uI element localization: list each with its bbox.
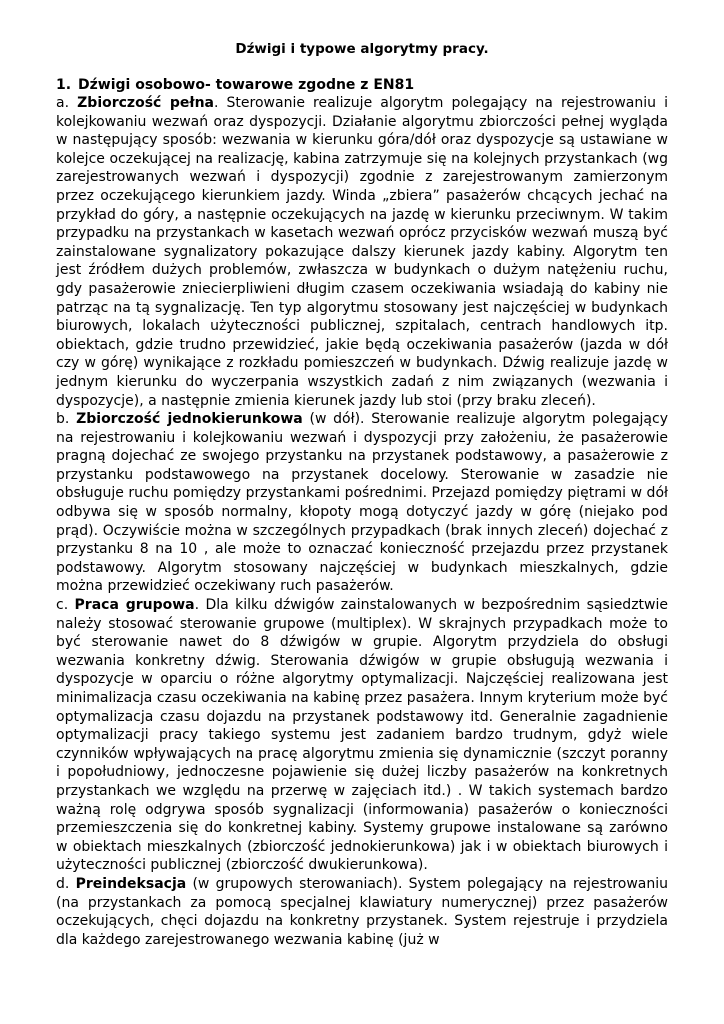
document-title: Dźwigi i typowe algorytmy pracy. <box>235 41 489 57</box>
paragraph-a <box>56 94 668 410</box>
paragraph-text: . Sterowanie realizuje algorytm polegający na rejestrowaniu i kolejkowaniu wezwań oraz dyspozycji. Działanie algorytmu zbiorczości pełnej wygląda w następujący sposób: wezwania w kierunku góra/dół oraz dyspozycje są ustawiane w kolejce oczekującej na realizację, kabina zatrzymuje się na kolejnych przystankach (wg zarejestrowanych wezwań i dyspozycji) zgodnie z zarejestrowanym zamierzonym przez oczekującego kierunkiem jazdy. Winda „zbiera” pasażerów chcących jechać na przykład do góry, a następnie oczekujących na jazdę w kierunku przeciwnym. W takim przypadku na przystankach w kasetach wezwań oprócz przycisków wezwań muszą być zainstalowane sygnalizatory pokazujące dalszy kierunek jazdy kabiny. Algorytm ten jest źródłem dużych problemów, zwłaszcza w budynkach o dużym natężeniu ruchu, gdy pasażerowie zniecierpliwieni długim czasem oczekiwania wsiadają do kabiny nie patrząc na tą sygnalizację. Ten typ algorytmu stosowany jest najczęściej w budynkach biurowych, lokalach użyteczności publicznej, szpitalach, centrach handlowych itp. obiektach, gdzie trudno przewidzieć, jakie będą oczekiwania pasażerów (jazda w dół czy w górę) wynikające z rozkładu pomieszczeń w budynkach. Dźwig realizuje jazdę w jednym kierunku do wyczerpania wszystkich zadań z nim związanych (wezwania i dyspozycje), a następnie zmienia kierunek jazdy lub stoi (przy braku zleceń). <box>56 95 669 409</box>
section-title: Dźwigi osobowo- towarowe zgodne z EN81 <box>78 77 415 93</box>
document-page <box>56 40 668 949</box>
paragraph-text: . Dla kilku dźwigów zainstalowanych w bezpośrednim sąsiedztwie należy stosować sterowanie grupowe (multiplex). W skrajnych przypadkach może to być sterowanie nawet do 8 dźwigów w grupie. Algorytm przydziela do obsługi wezwania konkretny dźwig. Sterowania dźwigów w grupie obsługują wezwania i dyspozycje w oparciu o różne algorytmy optymalizacji. Najczęściej realizowana jest minimalizacja czasu oczekiwania na kabinę przez pasażera. Innym kryterium może być optymalizacja czasu dojazdu na przystanek podstawowy itd. Generalnie zagadnienie optymalizacji pracy takiego systemu jest zadaniem bardzo trudnym, gdyż wiele czynników wpływających na pracę algorytmu zmienia się dynamicznie (szczyt poranny i popołudniowy, jednoczesne pojawienie się dużej liczby pasażerów na konkretnych przystankach we względu na przerwę w zajęciach itd.) . W takich systemach bardzo ważną rolę odgrywa sposób sygnalizacji (informowania) pasażerów o konieczności przemieszczenia się do konkretnej kabiny. Systemy grupowe instalowane są zarówno w obiektach mieszkalnych (zbiorczość jednokierunkowa) jak i w obiektach biurowych i użyteczności publicznej (zbiorczość dwukierunkowa). <box>56 597 668 874</box>
paragraph-d <box>56 875 668 949</box>
section-number: 1. <box>56 77 72 93</box>
paragraph-c <box>56 596 668 875</box>
section-heading <box>56 76 668 94</box>
paragraph-letter: a. <box>56 95 70 111</box>
paragraph-term: Zbiorczość jednokierunkowa <box>76 411 303 428</box>
paragraph-letter: d. <box>56 875 70 892</box>
paragraph-text: (w grupowych sterowaniach). System polegający na rejestrowaniu (na przystankach za pomocą specjalnej klawiatury numerycznej) przez pasażerów oczekujących, chęci dojazdu na konkretny przystanek. System rejestruje i przydziela dla każdego zarejestrowanego wezwania kabinę (już w <box>56 875 668 948</box>
paragraph-b <box>56 410 668 596</box>
paragraph-term: Preindeksacja <box>75 875 187 892</box>
paragraph-letter: c. <box>56 597 69 614</box>
paragraph-term: Zbiorczość pełna <box>77 95 214 111</box>
paragraph-text: (w dół). Sterowanie realizuje algorytm polegający na rejestrowaniu i kolejkowaniu wezwań i dyspozycji przy założeniu, że pasażerowie pragną dojechać ze swojego przystanku na przystanek podstawowy, a pasażerowie z przystanku podstawowego na przystanek docelowy. Sterowanie w zasadzie nie obsługuje ruchu pomiędzy przystankami pośrednimi. Przejazd pomiędzy piętrami w dół odbywa się w sposób normalny, kłopoty mogą dotyczyć jazdy w górę (niejako pod prąd). Oczywiście można w szczególnych przypadkach (brak innych zleceń) dojechać z przystanku 8 na 10 , ale może to oznaczać konieczność przejazdu przez przystanek podstawowy. Algorytm stosowany najczęściej w budynkach mieszkalnych, gdzie można przewidzieć oczekiwany ruch pasażerów. <box>56 411 668 595</box>
paragraph-term: Praca grupowa <box>74 597 195 614</box>
paragraph-letter: b. <box>56 411 70 428</box>
